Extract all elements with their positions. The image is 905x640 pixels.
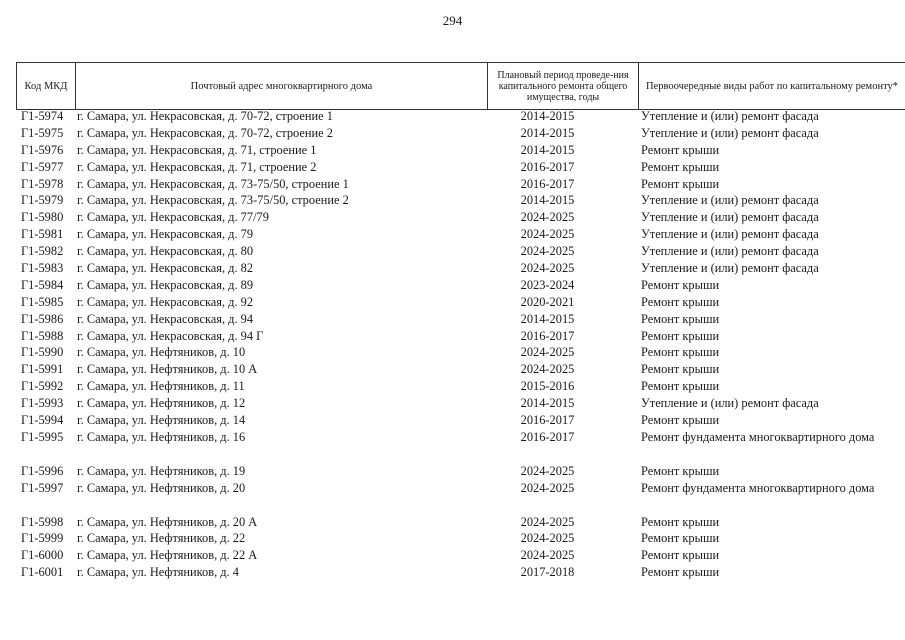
row-period: 2014-2015 xyxy=(520,125,575,140)
table-row xyxy=(0,125,905,142)
row-code: Г1-5980 xyxy=(21,210,64,225)
table-row xyxy=(0,514,905,531)
row-work: Утепление и (или) ремонт фасада xyxy=(641,109,819,123)
row-code: Г1-5995 xyxy=(21,429,64,444)
row-work: Утепление и (или) ремонт фасада xyxy=(641,261,819,276)
table-row xyxy=(0,294,905,311)
row-work: Ремонт фундамента многоквартирного дома xyxy=(641,429,875,444)
table-row xyxy=(0,564,905,581)
row-period: 2014-2015 xyxy=(520,311,575,326)
row-period: 2024-2025 xyxy=(520,362,575,377)
row-address: г. Самара, ул. Нефтяников, д. 10 А xyxy=(77,362,258,377)
row-period: 2016-2017 xyxy=(520,159,575,174)
row-period: 2024-2025 xyxy=(520,345,575,360)
row-work: Утепление и (или) ремонт фасада xyxy=(641,244,819,259)
row-code: Г1-5986 xyxy=(21,311,64,326)
row-work: Утепление и (или) ремонт фасада xyxy=(641,125,819,140)
table-row xyxy=(0,108,905,125)
row-address: г. Самара, ул. Некрасовская, д. 92 xyxy=(77,294,254,309)
row-work: Ремонт крыши xyxy=(641,362,720,377)
row-address: г. Самара, ул. Некрасовская, д. 70-72, строение 2 xyxy=(77,125,333,140)
row-period: 2014-2015 xyxy=(520,109,575,123)
row-address: г. Самара, ул. Некрасовская, д. 82 xyxy=(77,261,254,276)
row-code: Г1-5996 xyxy=(21,463,64,478)
table-row xyxy=(0,260,905,277)
row-period: 2024-2025 xyxy=(520,531,575,546)
row-address: г. Самара, ул. Некрасовская, д. 73-75/50, строение 2 xyxy=(77,193,349,208)
row-address: г. Самара, ул. Некрасовская, д. 94 xyxy=(77,311,254,326)
row-work: Ремонт крыши xyxy=(641,345,720,360)
row-address: г. Самара, ул. Нефтяников, д. 22 xyxy=(77,531,246,546)
header-period: Плановый период проведе-ния капитального ремонта общего имущества, годы xyxy=(488,63,639,109)
table-row xyxy=(0,530,905,547)
row-code: Г1-5977 xyxy=(21,159,64,174)
row-code: Г1-5993 xyxy=(21,396,64,411)
table-row xyxy=(0,243,905,260)
row-code: Г1-5990 xyxy=(21,345,64,360)
row-address: г. Самара, ул. Нефтяников, д. 19 xyxy=(77,463,246,478)
row-code: Г1-5978 xyxy=(21,176,64,191)
table-row xyxy=(0,159,905,176)
row-work: Ремонт крыши xyxy=(641,142,720,157)
table-row xyxy=(0,192,905,209)
row-period: 2024-2025 xyxy=(520,227,575,242)
row-address: г. Самара, ул. Нефтяников, д. 10 xyxy=(77,345,246,360)
row-code: Г1-5974 xyxy=(21,109,64,123)
row-address: г. Самара, ул. Нефтяников, д. 20 А xyxy=(77,514,258,529)
table-row xyxy=(0,429,905,446)
row-address: г. Самара, ул. Нефтяников, д. 4 xyxy=(77,565,239,580)
row-period: 2024-2025 xyxy=(520,514,575,529)
table-row xyxy=(0,378,905,395)
table-row xyxy=(0,142,905,159)
table-header xyxy=(16,62,905,110)
row-period: 2014-2015 xyxy=(520,193,575,208)
row-work: Ремонт крыши xyxy=(641,531,720,546)
table-row xyxy=(0,311,905,328)
row-period: 2014-2015 xyxy=(520,396,575,411)
row-period: 2024-2025 xyxy=(520,244,575,259)
row-address: г. Самара, ул. Нефтяников, д. 16 xyxy=(77,429,246,444)
table-row xyxy=(0,463,905,480)
row-period: 2016-2017 xyxy=(520,413,575,428)
row-address: г. Самара, ул. Нефтяников, д. 20 xyxy=(77,480,246,495)
row-period: 2015-2016 xyxy=(520,379,575,394)
row-period: 2016-2017 xyxy=(520,328,575,343)
row-address: г. Самара, ул. Некрасовская, д. 79 xyxy=(77,227,254,242)
row-period: 2024-2025 xyxy=(520,463,575,478)
row-work: Ремонт фундамента многоквартирного дома xyxy=(641,480,875,495)
row-code: Г1-5975 xyxy=(21,125,64,140)
row-code: Г1-6000 xyxy=(21,548,64,563)
row-work: Ремонт крыши xyxy=(641,463,720,478)
row-work: Ремонт крыши xyxy=(641,176,720,191)
row-work: Ремонт крыши xyxy=(641,277,720,292)
row-period: 2016-2017 xyxy=(520,176,575,191)
header-code: Код МКД xyxy=(16,63,76,109)
row-code: Г1-5991 xyxy=(21,362,64,377)
table-row xyxy=(0,412,905,429)
row-period: 2024-2025 xyxy=(520,548,575,563)
row-work: Ремонт крыши xyxy=(641,379,720,394)
row-code: Г1-5981 xyxy=(21,227,64,242)
header-work: Первоочередные виды работ по капитальному ремонту* xyxy=(645,80,899,92)
table-body xyxy=(0,108,905,581)
row-address: г. Самара, ул. Некрасовская, д. 73-75/50, строение 1 xyxy=(77,176,349,191)
row-address: г. Самара, ул. Некрасовская, д. 80 xyxy=(77,244,254,259)
row-period: 2024-2025 xyxy=(520,480,575,495)
table-row xyxy=(0,480,905,497)
row-work: Утепление и (или) ремонт фасада xyxy=(641,210,819,225)
row-code: Г1-5988 xyxy=(21,328,64,343)
row-period: 2024-2025 xyxy=(520,261,575,276)
table-row xyxy=(0,176,905,193)
table-row xyxy=(0,328,905,345)
row-address: г. Самара, ул. Нефтяников, д. 22 А xyxy=(77,548,258,563)
row-address: г. Самара, ул. Некрасовская, д. 94 Г xyxy=(77,328,264,343)
table-row xyxy=(0,209,905,226)
row-code: Г1-5994 xyxy=(21,413,64,428)
row-address: г. Самара, ул. Некрасовская, д. 77/79 xyxy=(77,210,269,225)
row-work: Ремонт крыши xyxy=(641,328,720,343)
row-code: Г1-5979 xyxy=(21,193,64,208)
row-work: Ремонт крыши xyxy=(641,311,720,326)
row-period: 2017-2018 xyxy=(520,565,575,580)
row-address: г. Самара, ул. Нефтяников, д. 11 xyxy=(77,379,245,394)
row-address: г. Самара, ул. Нефтяников, д. 12 xyxy=(77,396,246,411)
row-work: Утепление и (или) ремонт фасада xyxy=(641,396,819,411)
row-period: 2016-2017 xyxy=(520,429,575,444)
row-work: Ремонт крыши xyxy=(641,159,720,174)
row-work: Ремонт крыши xyxy=(641,413,720,428)
row-code: Г1-5999 xyxy=(21,531,64,546)
row-work: Ремонт крыши xyxy=(641,548,720,563)
row-code: Г1-5982 xyxy=(21,244,64,259)
page-number: 294 xyxy=(442,13,463,28)
row-period: 2020-2021 xyxy=(520,294,575,309)
table-row xyxy=(0,361,905,378)
row-period: 2014-2015 xyxy=(520,142,575,157)
row-code: Г1-5976 xyxy=(21,142,64,157)
row-address: г. Самара, ул. Нефтяников, д. 14 xyxy=(77,413,246,428)
row-code: Г1-5983 xyxy=(21,261,64,276)
row-address: г. Самара, ул. Некрасовская, д. 71, строение 2 xyxy=(77,159,317,174)
row-code: Г1-5985 xyxy=(21,294,64,309)
table-row xyxy=(0,277,905,294)
row-code: Г1-6001 xyxy=(21,565,64,580)
row-work: Утепление и (или) ремонт фасада xyxy=(641,193,819,208)
header-address: Почтовый адрес многоквартирного дома xyxy=(76,63,488,109)
row-work: Ремонт крыши xyxy=(641,565,720,580)
row-address: г. Самара, ул. Некрасовская, д. 71, строение 1 xyxy=(77,142,317,157)
table-row xyxy=(0,395,905,412)
row-period: 2024-2025 xyxy=(520,210,575,225)
row-work: Утепление и (или) ремонт фасада xyxy=(641,227,819,242)
table-row xyxy=(0,226,905,243)
table-row xyxy=(0,547,905,564)
row-work: Ремонт крыши xyxy=(641,514,720,529)
row-code: Г1-5998 xyxy=(21,514,64,529)
row-code: Г1-5997 xyxy=(21,480,64,495)
row-address: г. Самара, ул. Некрасовская, д. 89 xyxy=(77,277,254,292)
row-code: Г1-5992 xyxy=(21,379,64,394)
row-period: 2023-2024 xyxy=(520,277,575,292)
row-address: г. Самара, ул. Некрасовская, д. 70-72, строение 1 xyxy=(77,109,333,123)
row-code: Г1-5984 xyxy=(21,277,64,292)
row-work: Ремонт крыши xyxy=(641,294,720,309)
table-row xyxy=(0,344,905,361)
